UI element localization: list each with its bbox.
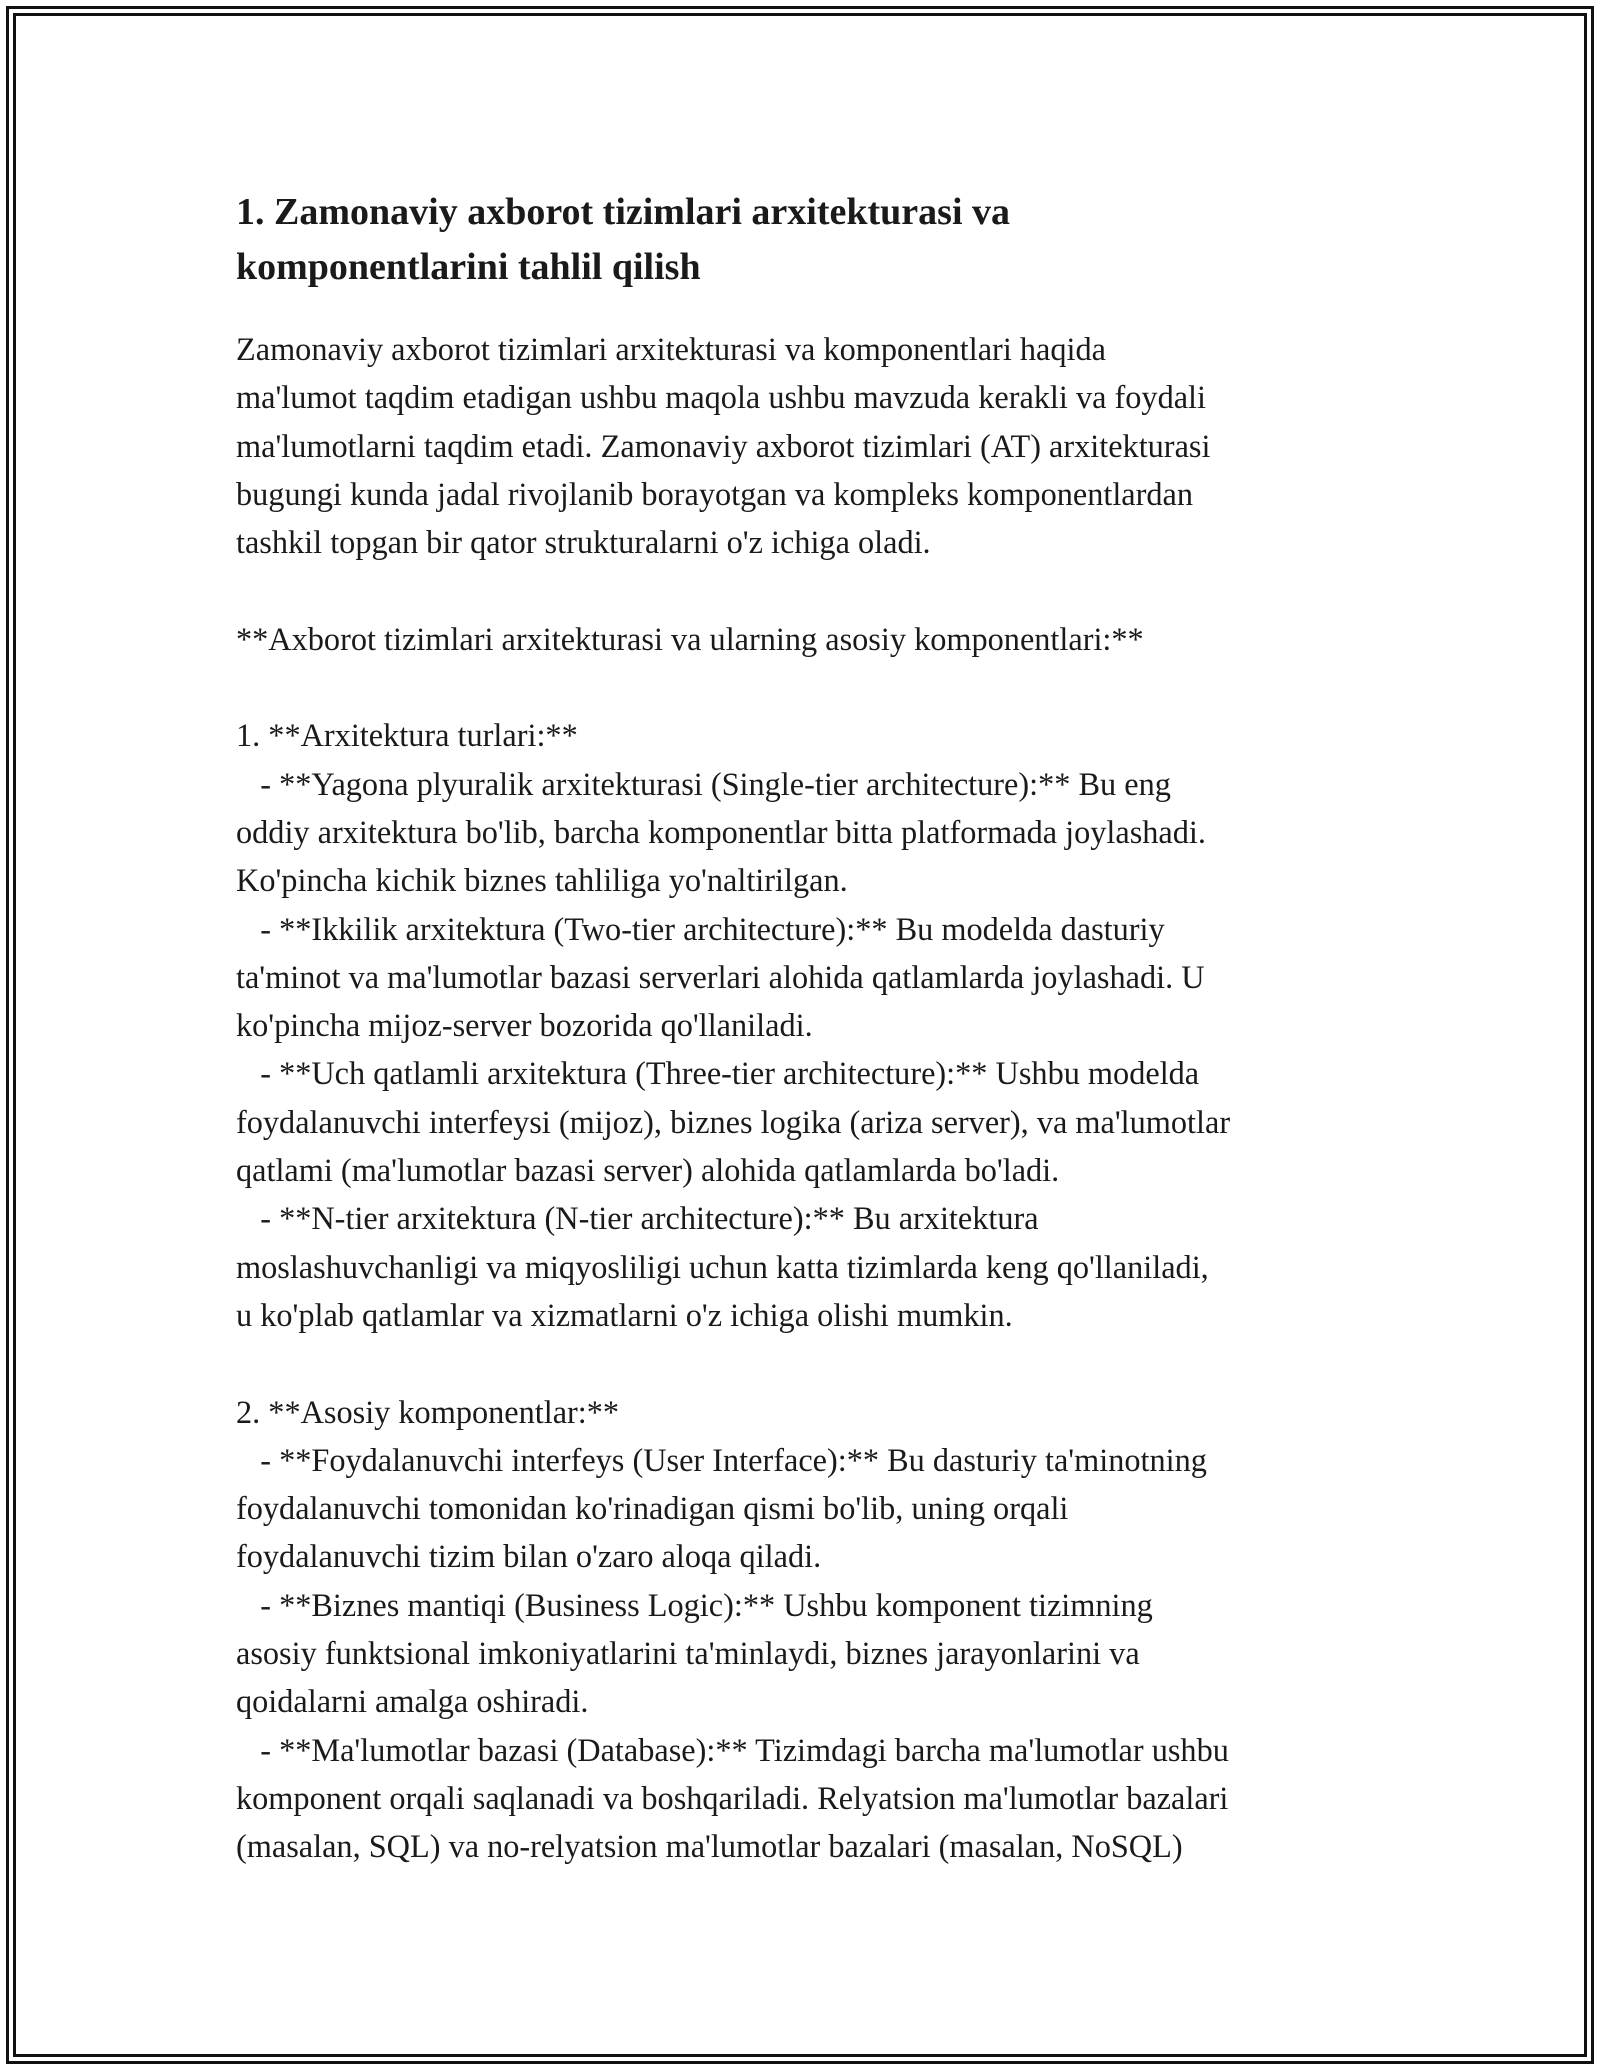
document-body: Zamonaviy axborot tizimlari arxitekturasi va komponentlari haqida ma'lumot taqdim etadigan ushbu maqola ushbu mavzuda kerakli va foydali ma'lumotlarni taqdim etadi. Zamonaviy axborot tizimlari (AT) arxitekturasi bugungi kunda jadal rivojlanib borayotgan va kompleks komponentlardan tashkil topgan bir qator strukturalarni o'z ichiga oladi. **Axborot tizimlari arxitekturasi va ularning asosiy komponentlari:** 1. **Arxitektura turlari:** - **Yagona plyuralik arxitekturasi (Single-tier architecture):** Bu eng oddiy arxitektura bo'lib, barcha komponentlar bitta platformada joylashadi. Ko'pincha kichik biznes tahliliga yo'naltirilgan. - **Ikkilik arxitektura (Two-tier architecture):** Bu modelda dasturiy ta'minot va ma'lumotlar bazasi serverlari alohida qatlamlarda joylashadi. U ko'pincha mijoz-server bozorida qo'llaniladi. - **Uch qatlamli arxitektura (Three-tier architecture):** Ushbu modelda foydalanuvchi interfeysi (mijoz), biznes logika (ariza server), va ma'lumotlar qatlami (ma'lumotlar bazasi server) alohida qatlamlarda bo'ladi. - **N-tier arxitektura (N-tier architecture):** Bu arxitektura moslashuvchanligi va miqyosliligi uchun katta tizimlarda keng qo'llaniladi, u ko'plab qatlamlar va xizmatlarni o'z ichiga olishi mumkin. 2. **Asosiy komponentlar:** - **Foydalanuvchi interfeys (User Interface):** Bu dasturiy ta'minotning foydalanuvchi tomonidan ko'rinadigan qismi bo'lib, uning orqali foydalanuvchi tizim bilan o'zaro aloqa qiladi. - **Biznes mantiqi (Business Logic):** Ushbu komponent tizimning asosiy funktsional imkoniyatlarini ta'minlaydi, biznes jarayonlarini va qoidalarni amalga oshiradi. - **Ma'lumotlar bazasi (Database):** Tizimdagi barcha ma'lumotlar ushbu komponent orqali saqlanadi va boshqariladi. Relyatsion ma'lumotlar bazalari (masalan, SQL) va no-relyatsion ma'lumotlar bazalari (masalan, NoSQL) xyxy=(236,331,1231,1865)
document-title: 1. Zamonaviy axborot tizimlari arxitekturasi va komponentlarini tahlil qilish xyxy=(236,191,1011,288)
document-content xyxy=(236,185,1386,1871)
